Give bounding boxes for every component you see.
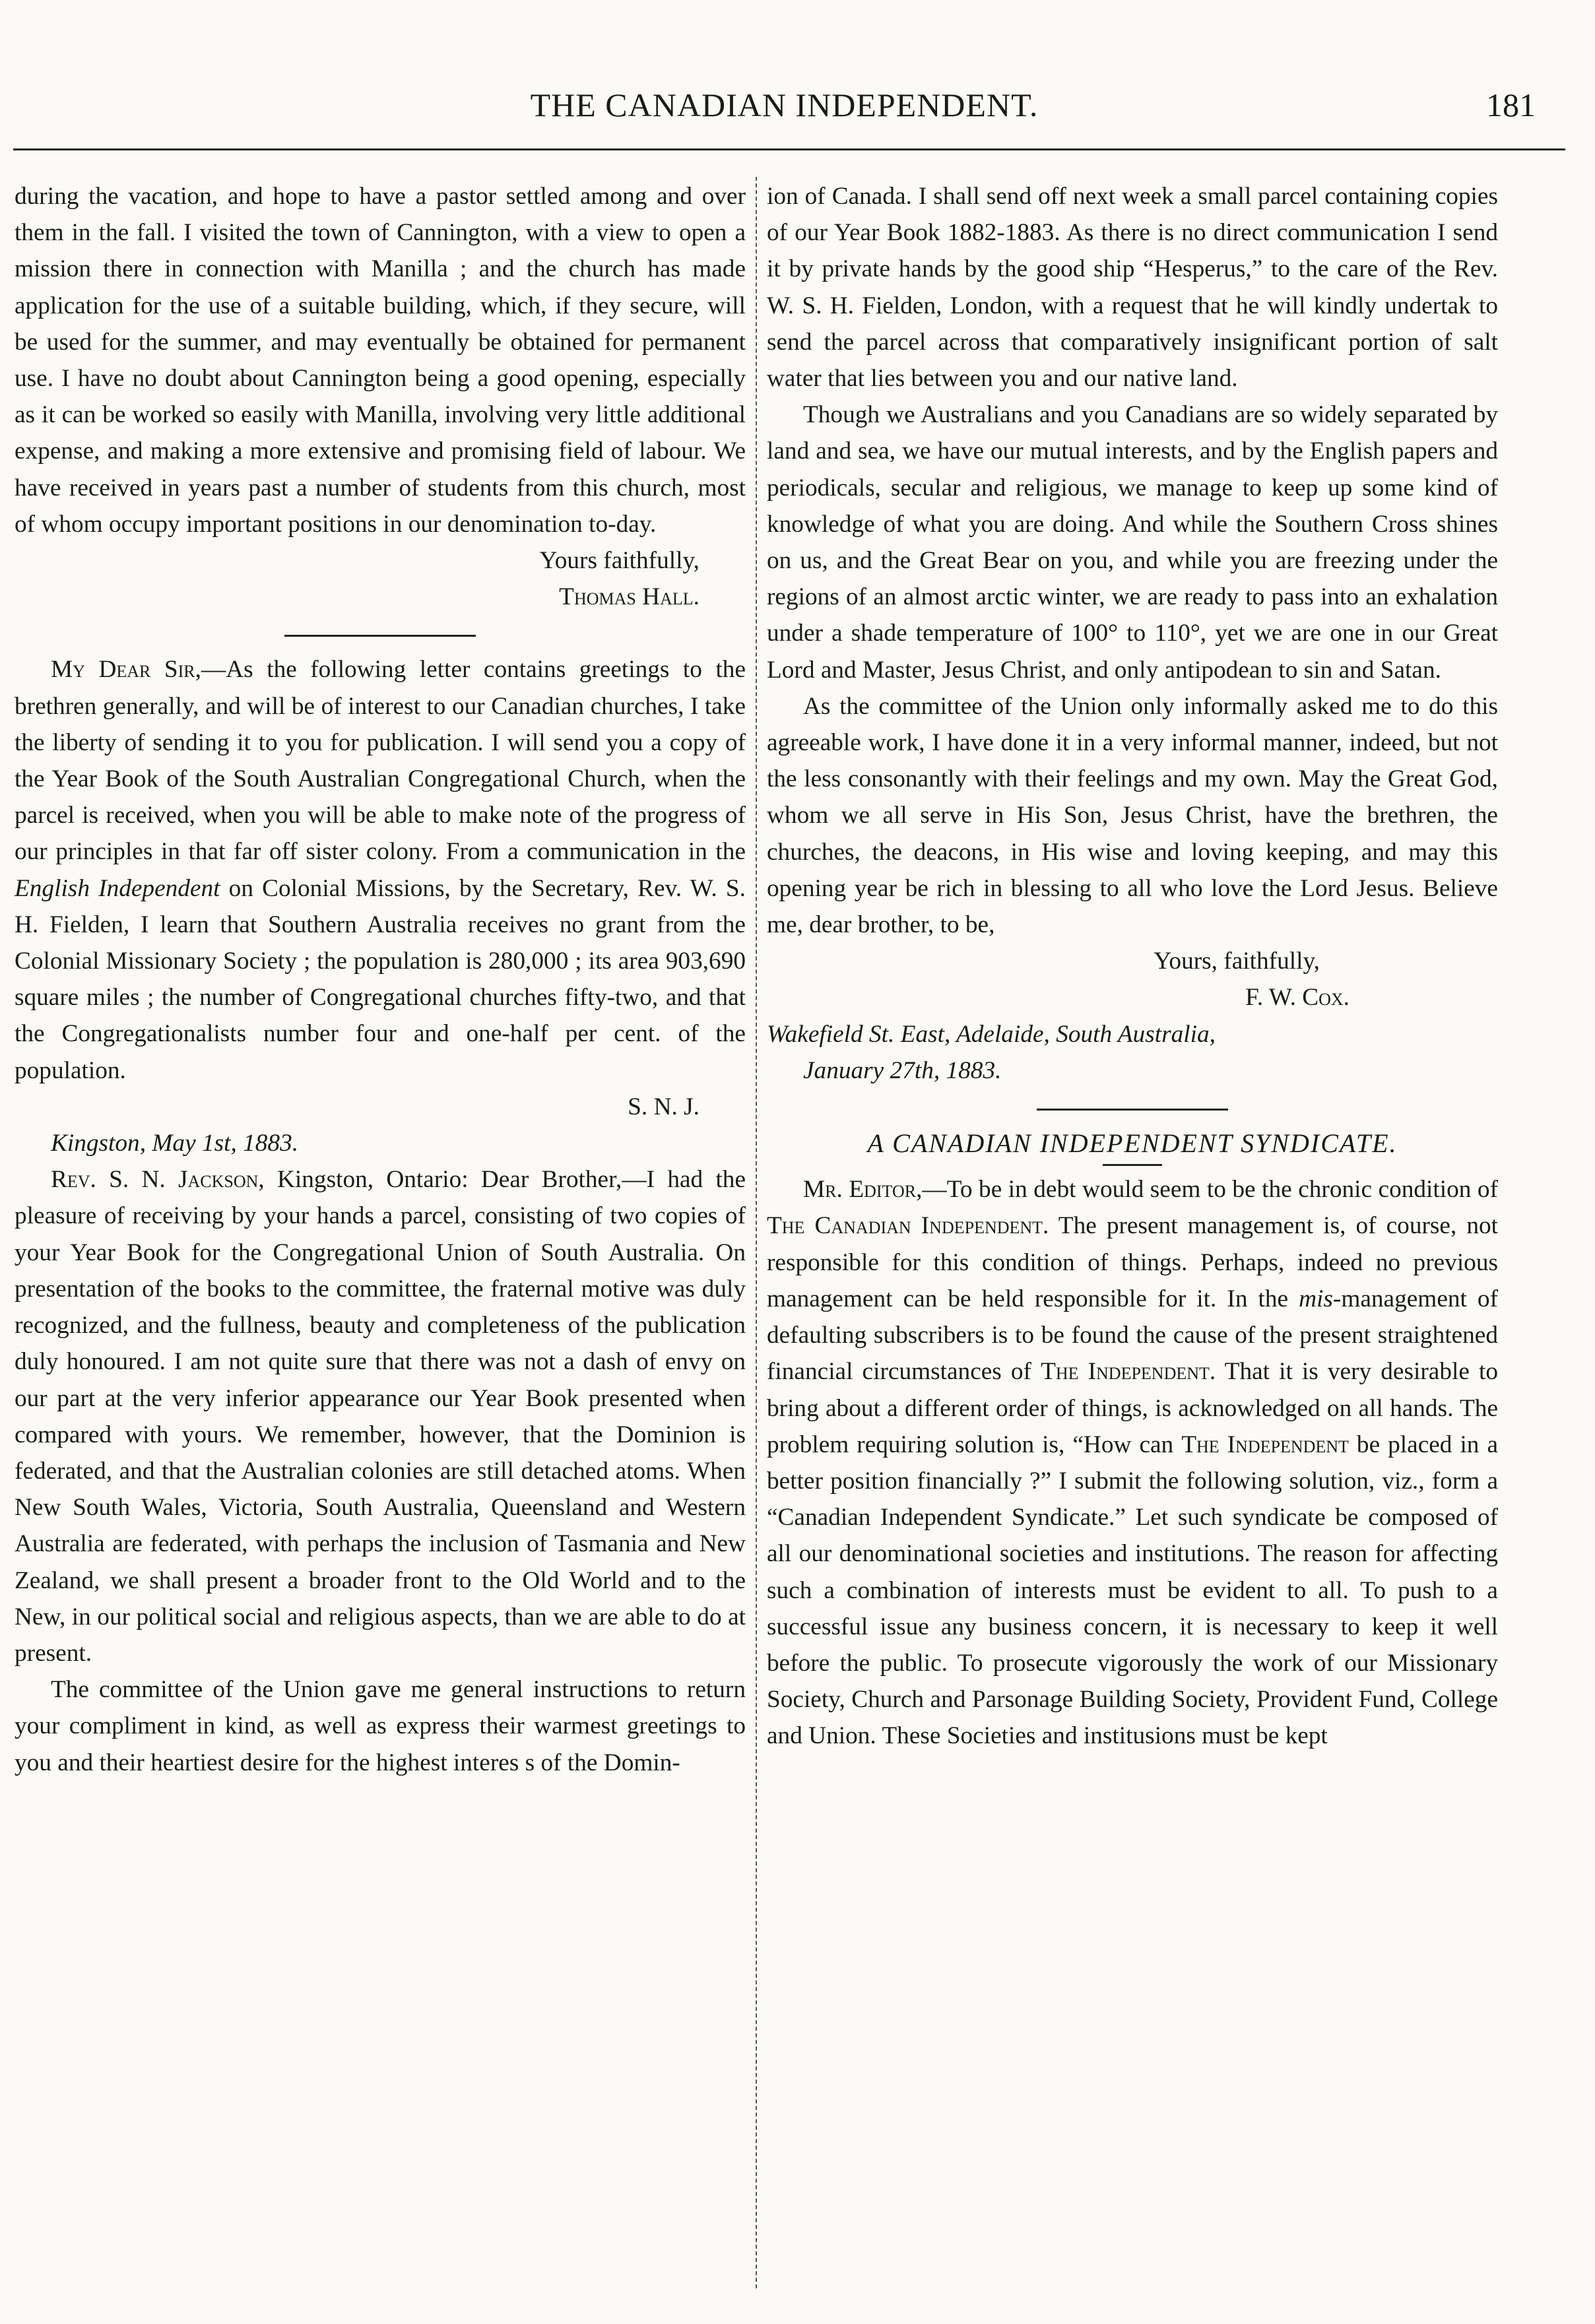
letter-signature: F. W. Cox. [1245, 984, 1350, 1012]
left-column [15, 178, 746, 1781]
column-divider [756, 177, 757, 2288]
place-line: Wakefield St. East, Adelaide, South Australia, [767, 1020, 1216, 1048]
journal-title: THE CANADIAN INDEPENDENT. [530, 86, 1039, 123]
header-rule [13, 148, 1565, 150]
page-number: 181 [1486, 86, 1536, 123]
section-title: A CANADIAN INDEPENDENT SYNDICATE. [867, 1128, 1398, 1159]
salutation: Mr. Editor, [803, 1176, 923, 1204]
section-rule [284, 635, 476, 637]
article-paragraph: Mr. Editor,—To be in debt would seem to be the chronic condition of The Canadian Independent. The present management is, of course, not responsible for this condition of things. Perhaps, indeed no previous management can be held responsible for it. In the mis-management of defaulting subscribers is to be found the cause of the present straightened financial circumstances of The Independent. That it is very desirable to bring about a different order of things, is acknowledged on all hands. The problem requiring solution is, “How can The Independent be placed in a better position financially ?” I submit the following solution, viz., form a “Canadian Independent Syndicate.” Let such syndicate be composed of all our denominational societies and institutions. The reason for affecting such a combination of interests must be evident to all. To push to a successful issue any business concern, it is necessary to keep it well before the public. To prosecute vigorously the work of our Missionary Society, Church and Parsonage Building Society, Provident Fund, College and Union. These Societies and institusions must be kept [767, 1176, 1499, 1750]
letter-paragraph: Though we Australians and you Canadians are so widely separated by land and sea, we have our mutual interests, and by the English papers and periodicals, secular and religious, we manage to keep up some kind of knowledge of what you are doing. And while the Southern Cross shines on us, and the Great Bear on you, and while you are freezing under the regions of an almost arctic winter, we are ready to pass into an exhalation under a shade temperature of 100° to 110°, yet we are one in our Great Lord and Master, Jesus Christ, and only antipodean to sin and Satan. [767, 401, 1498, 684]
letter-paragraph: As the committee of the Union only informally asked me to do this agreeable work, I have done it in a very informal manner, indeed, but not the less consonantly with their feelings and my own. May the Great God, whom we all serve in His Son, Jesus Christ, have the brethren, the churches, the deacons, in His wise and loving keeping, and may this opening year be rich in blessing to all who love the Lord Jesus. Believe me, dear brother, to be, [767, 692, 1498, 939]
dateline: Kingston, May 1st, 1883. [51, 1130, 299, 1157]
right-column [767, 178, 1498, 1755]
page-header [13, 86, 1555, 139]
letter-signature: Thomas Hall. [559, 583, 700, 611]
publication-name: English Independent [15, 874, 220, 902]
addressee: Rev. S. N. Jackson, [51, 1166, 265, 1194]
salutation: My Dear Sir, [51, 656, 201, 684]
paragraph-continued: during the vacation, and hope to have a pastor settled among and over them in the fall. I visited the town of Cannington, with a view to open a mission there in connection with Manilla ; and the church has made application for the use of a suitable building, which, if they secure, will be used for the summer, and may eventually be obtained for permanent use. I have no doubt about Cannington being a good opening, especially as it can be worked so easily with Manilla, involving very little additional expense, and making a more extensive and promising field of labour. We have received in years past a number of students from this church, most of whom occupy important positions in our denomination to-day. [15, 183, 746, 538]
letter-closing: Yours faithfully, [539, 547, 700, 575]
date-line: January 27th, 1883. [803, 1056, 1002, 1084]
section-rule [1037, 1109, 1228, 1111]
letter-paragraph: My Dear Sir,—As the following letter contains greetings to the brethren generally, and will be of interest to our Canadian churches, I take the liberty of sending it to you for publication. I will send you a copy of the Year Book of the South Australian Congregational Church, when the parcel is received, when you will be able to make note of the progress of our principles in that far off sister colony. From a communication in the English Independent on Colonial Missions, by the Secretary, Rev. W. S. H. Fielden, I learn that Southern Australia receives no grant from the Colonial Missionary Society ; the population is 280,000 ; its area 903,690 square miles ; the number of Congregational churches fifty-two, and that the Congregationalists number four and one-half per cent. of the population. [15, 656, 746, 1084]
paragraph-continued: ion of Canada. I shall send off next week a small parcel containing copies of our Year Book 1882-1883. As there is no direct communication I send it by private hands by the good ship “Hesperus,” to the care of the Rev. W. S. H. Fielden, London, with a request that he will kindly undertak to send the parcel across that comparatively insignificant portion of salt water that lies between you and our native land. [767, 183, 1498, 393]
title-rule [1103, 1164, 1162, 1166]
letter-paragraph: Rev. S. N. Jackson, Kingston, Ontario: Dear Brother,—I had the pleasure of receiving by your hands a parcel, consisting of two copies of your Year Book for the Congregational Union of South Australia. On presentation of the books to the committee, the fraternal motive was duly recognized, and the fullness, beauty and completeness of the publication duly honoured. I am not quite sure that there was not a dash of envy on our part at the very inferior appearance our Year Book presented when compared with yours. We remember, however, that the Dominion is federated, and that the Australian colonies are still detached atoms. When New South Wales, Victoria, South Australia, Queensland and Western Australia are federated, with perhaps the inclusion of Tasmania and New Zealand, we shall present a broader front to the Old World and to the New, in our political social and religious aspects, than we are able to do at present. [15, 1166, 746, 1667]
initials-signature: S. N. J. [628, 1093, 700, 1120]
letter-paragraph: The committee of the Union gave me general instructions to return your compliment in kind, as well as express their warmest greetings to you and their heartiest desire for the highest interes s of the Domin- [15, 1676, 746, 1776]
letter-closing: Yours, faithfully, [1154, 948, 1320, 975]
